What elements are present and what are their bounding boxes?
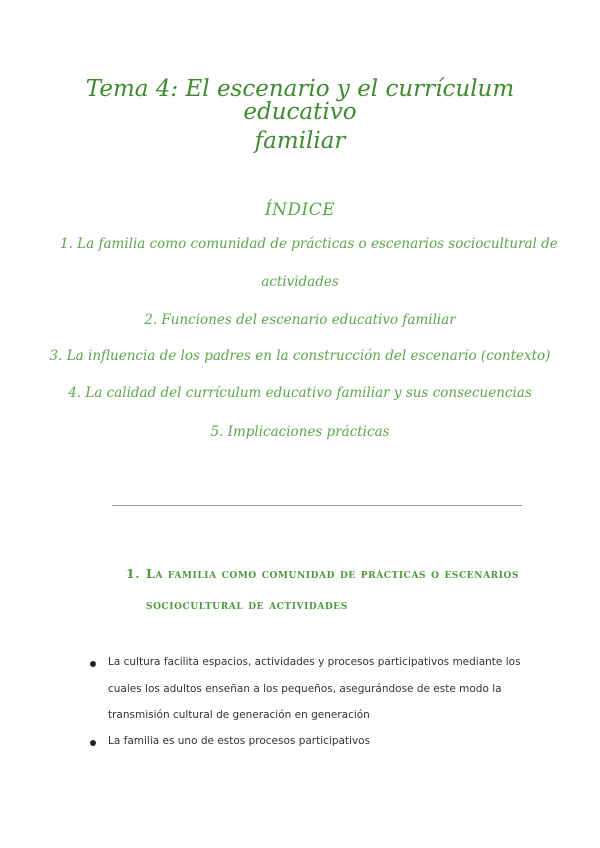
toc-item-4: 4. La calidad del currículum educativo familiar y sus consecuencias — [68, 385, 532, 401]
section-1-heading-line-1: La familia como comunidad de prácticas o escenarios — [146, 566, 520, 581]
document-title-line-2: familiar — [254, 128, 346, 154]
toc-item-3: 3. La influencia de los padres en la construcción del escenario (contexto) — [49, 348, 551, 364]
section-1-heading — [126, 566, 519, 581]
bullet-1-line-2: cuales los adultos enseñan a los pequeños, asegurándose de este modo la — [108, 683, 502, 695]
document-title-line-1: Tema 4: El escenario y el currículum educativo — [85, 76, 515, 125]
section-1-number: 1. — [126, 566, 141, 581]
index-heading: ÍNDICE — [264, 200, 336, 220]
bullet-1-line-3: transmisión cultural de generación en generación — [108, 709, 370, 721]
toc-item-1: 1. La familia como comunidad de prácticas o escenarios sociocultural de — [60, 236, 558, 252]
section-divider — [112, 505, 522, 506]
toc-item-2: 2. Funciones del escenario educativo familiar — [144, 312, 456, 328]
section-1-heading-line-2: sociocultural de actividades — [146, 597, 348, 612]
bullet-1-line-1: La cultura facilita espacios, actividades y procesos participativos mediante los — [108, 656, 521, 668]
bullet-2-line-1: La familia es uno de estos procesos participativos — [108, 735, 371, 747]
toc-item-5: 5. Implicaciones prácticas — [210, 424, 390, 440]
toc-item-1-continuation: actividades — [261, 274, 339, 290]
bullet-marker — [90, 740, 96, 746]
bullet-marker — [90, 661, 96, 667]
